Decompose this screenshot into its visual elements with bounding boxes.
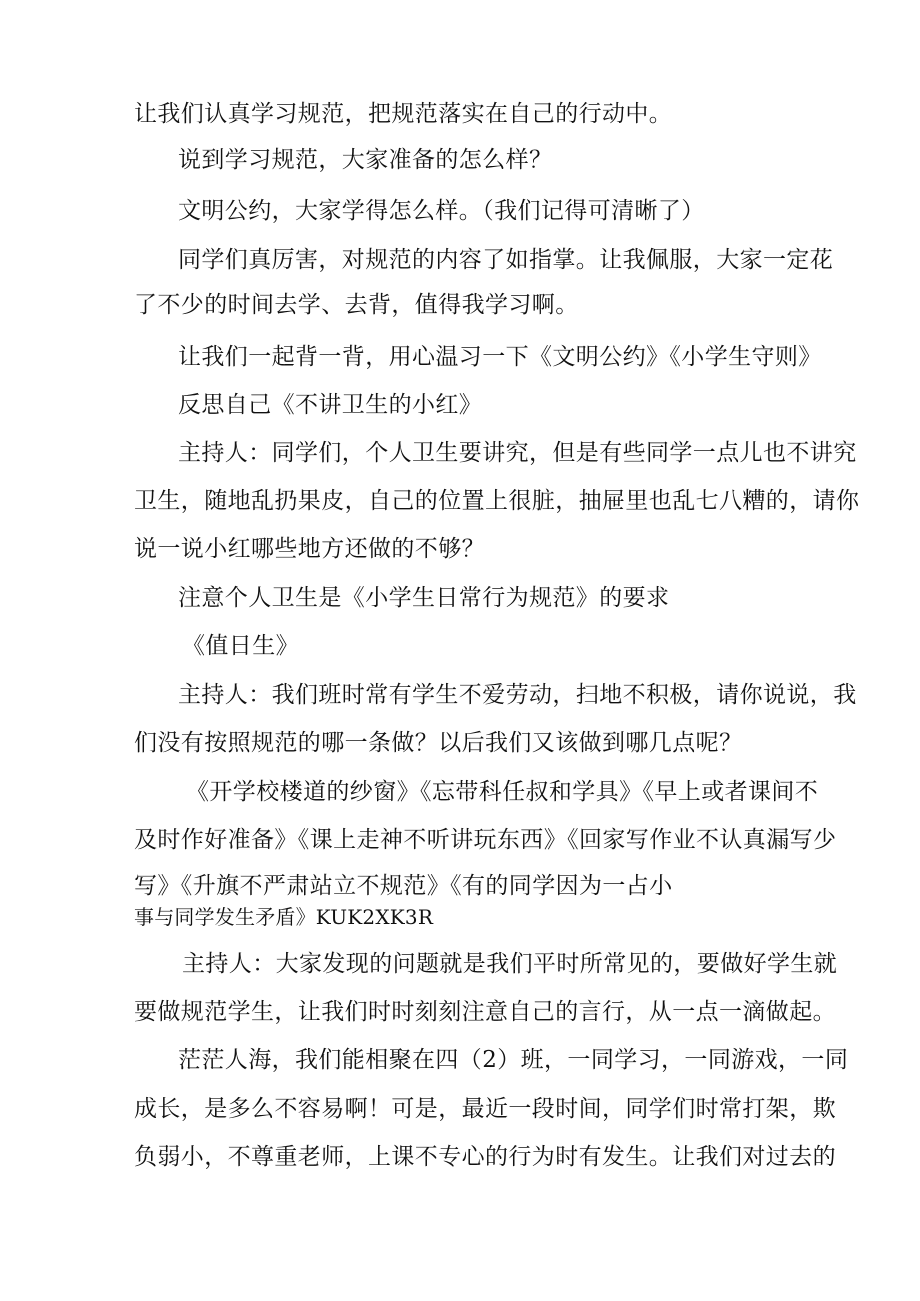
text-line: 了不少的时间去学、去背，值得我学习啊。 bbox=[134, 292, 579, 318]
text-line: 们没有按照规范的哪一条做？以后我们又该做到哪几点呢？ bbox=[134, 730, 743, 756]
text-line: 茫茫人海，我们能相聚在四（2）班，一同学习，一同游戏，一同 bbox=[178, 1047, 849, 1073]
text-line: 注意个人卫生是《小学生日常行为规范》的要求 bbox=[178, 585, 670, 611]
text-line: 主持人：我们班时常有学生不爱劳动，扫地不积极，请你说说，我 bbox=[178, 682, 857, 708]
text-line: 事与同学发生矛盾》KUK2XK3R bbox=[134, 905, 434, 929]
text-line: 让我们一起背一背，用心温习一下《文明公约》《小学生守则》 bbox=[178, 344, 822, 370]
text-line: 要做规范学生，让我们时时刻刻注意自己的言行，从一点一滴做起。 bbox=[134, 999, 836, 1025]
text-line: 写》《升旗不严肃站立不规范》《有的同学因为一占小 bbox=[134, 873, 673, 899]
text-line: 反思自己《不讲卫生的小红》 bbox=[178, 392, 483, 418]
text-line: 卫生，随地乱扔果皮，自己的位置上很脏，抽屉里也乱七八糟的，请你 bbox=[134, 488, 860, 514]
text-line: 同学们真厉害，对规范的内容了如指掌。让我佩服，大家一定花 bbox=[178, 247, 834, 273]
text-line: 《值日生》 bbox=[182, 633, 299, 659]
text-line: 成长，是多么不容易啊！可是，最近一段时间，同学们时常打架，欺 bbox=[134, 1096, 836, 1122]
text-line: 《开学校楼道的纱窗》《忘带科任叔和学具》《早上或者课间不 bbox=[186, 779, 819, 805]
text-line: 及时作好准备》《课上走神不听讲玩东西》《回家写作业不认真漏写少 bbox=[134, 827, 837, 853]
text-line: 主持人：同学们，个人卫生要讲究，但是有些同学一点儿也不讲究 bbox=[178, 440, 857, 466]
text-line: 让我们认真学习规范，把规范落实在自己的行动中。 bbox=[134, 101, 673, 127]
text-line: 文明公约，大家学得怎么样。（我们记得可清晰了） bbox=[178, 198, 705, 224]
text-line: 说一说小红哪些地方还做的不够？ bbox=[134, 536, 485, 562]
text-line: 主持人：大家发现的问题就是我们平时所常见的，要做好学生就 bbox=[182, 951, 838, 977]
text-line: 负弱小，不尊重老师，上课不专心的行为时有发生。让我们对过去的 bbox=[134, 1144, 836, 1170]
text-line: 说到学习规范，大家准备的怎么样？ bbox=[178, 147, 553, 173]
